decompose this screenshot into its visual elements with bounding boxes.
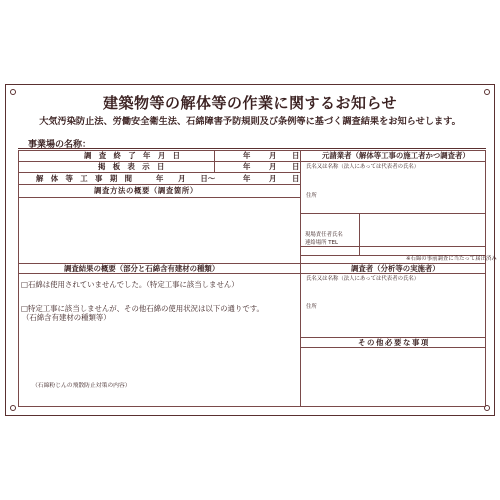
contact-label: 連絡場所 TEL	[305, 240, 338, 246]
display-date-label: 掲 板 表 示 日	[98, 162, 167, 171]
grid-line	[485, 150, 486, 407]
grid-line	[300, 213, 486, 214]
grid-line	[18, 172, 300, 173]
specific-work-line-2: （石綿含有建材の種類等）	[22, 313, 111, 322]
inspector-name-label: 氏名又は名称（法人にあっては代表者の氏名）	[306, 276, 420, 282]
work-month-unit: 月	[269, 174, 277, 183]
survey-date-label: 調 査 終 了 年 月 日	[84, 151, 183, 160]
grid-line	[18, 184, 300, 185]
contractor-address-label: 住所	[306, 193, 317, 199]
grid-line	[18, 273, 300, 274]
grid-line	[18, 197, 300, 198]
contractor-name-label: 氏名又は名称（法人にあっては代表者の氏名）	[306, 164, 420, 170]
notice-subtitle: 大気汚染防止法、労働安全衛生法、石綿障害予防規則及び条例等に基づく調査結果をお知らせします。	[39, 116, 461, 127]
no-asbestos-checkbox-line: □石綿は使用されていませんでした。（特定工事に該当しません）	[21, 280, 239, 289]
display-month-unit: 月	[269, 162, 277, 171]
grid-line	[300, 347, 486, 348]
grid-line	[18, 150, 19, 407]
grid-line	[300, 273, 486, 274]
grid-line	[359, 213, 360, 255]
work-day-unit: 日	[292, 174, 300, 183]
display-day-unit: 日	[292, 162, 300, 171]
display-year-unit: 年	[243, 162, 251, 171]
work-period-end: 年 月 日～	[156, 174, 216, 183]
other-heading: その他必要な事項	[358, 338, 430, 347]
grid-line	[18, 406, 486, 407]
grid-line	[300, 161, 486, 162]
mount-hole-bottom-left	[10, 405, 16, 411]
grid-line	[300, 150, 301, 407]
work-period-label: 解 体 等 工 事 期 間	[36, 174, 135, 183]
site-name-label: 事業場の名称：	[28, 140, 92, 150]
survey-month-unit: 月	[269, 151, 277, 160]
specific-work-line-1: □特定工事に該当しませんが、その他石綿の使用状況は以下の通りです。	[21, 304, 264, 313]
site-name-underline	[18, 148, 486, 149]
report-note: ※石綿の事前調査に当たって届出済み	[406, 256, 497, 262]
site-manager-label: 現場責任者氏名	[305, 232, 343, 238]
inspector-address-label: 住所	[306, 304, 317, 310]
dust-measures-label: （石綿粉じんの飛散防止対策の内容）	[32, 383, 131, 389]
inspector-heading: 調査者（分析等の実施者）	[351, 264, 440, 273]
notice-title: 建築物等の解体等の作業に関するお知らせ	[102, 94, 398, 112]
work-year-unit: 年	[243, 174, 251, 183]
grid-line	[214, 150, 215, 172]
notice-board	[5, 84, 495, 416]
form-grid	[18, 150, 497, 407]
survey-day-unit: 日	[292, 151, 300, 160]
result-heading: 調査結果の概要（部分と石綿含有建材の種類）	[64, 264, 220, 273]
method-heading: 調査方法の概要（調査箇所）	[94, 186, 198, 195]
contractor-heading: 元請業者（解体等工事の施工者かつ調査者）	[322, 151, 470, 160]
survey-year-unit: 年	[243, 151, 251, 160]
